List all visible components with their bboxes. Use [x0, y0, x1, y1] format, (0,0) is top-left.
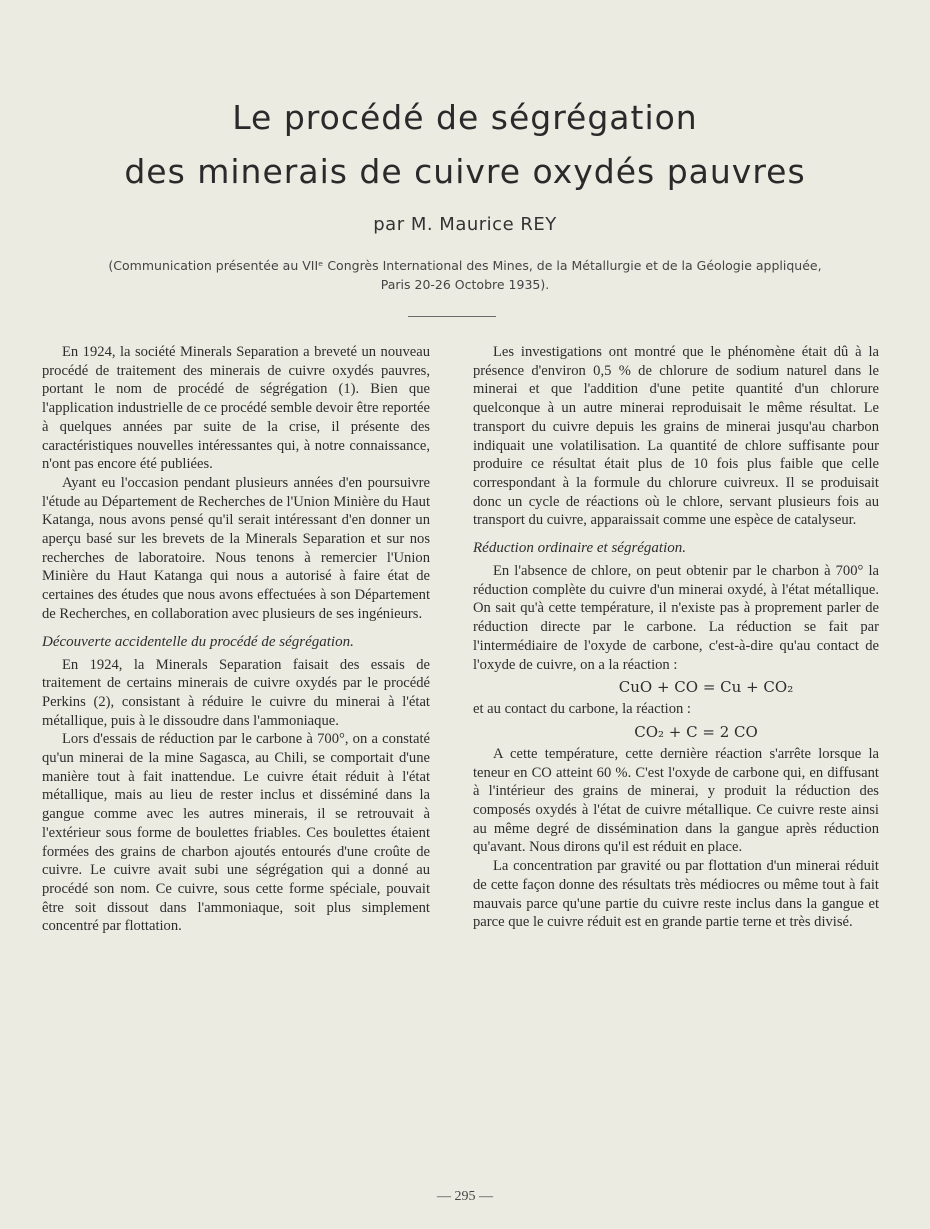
paragraph: En 1924, la Minerals Separation faisait des essais de traitement de certains minerais de cuivre oxydés par le procédé Perkins (2), consistant à réduire le cuivre du minerai à l'état métallique, puis à le dissoudre dans l'ammoniaque. — [42, 656, 430, 729]
author: par M. Maurice REY — [373, 214, 557, 235]
paragraph: Lors d'essais de réduction par le carbone à 700°, on a constaté qu'un minerai de la mine Sagasca, au Chili, se comportait d'une manière tout à fait inattendue. Le cuivre était réduit à l'état métallique, mais au lieu de rester inclus et disséminé dans la gangue comme avec les autres minerais, il se retrouvait à l'extérieur sous forme de boulettes friables. Ces boulettes étaient formées des grains de charbon ajoutés entourés d'une croûte de cuivre. Le cuivre avait subi une ségrégation qui a donné au procédé son nom. Ce cuivre, sous cette forme spéciale, pouvait être soit dissout dans l'ammoniaque, soit plus simplement concentré par flottation. — [42, 731, 430, 935]
right-column — [473, 343, 879, 932]
paragraph: Ayant eu l'occasion pendant plusieurs années d'en poursuivre l'étude au Département de Recherches de l'Union Minière du Haut Katanga, nous avons pensé qu'il serait intéressant d'en donner un aperçu basé sur les brevets de la Minerals Separation et sur nos recherches de laboratoire. Nous tenons à remercier l'Union Minière du Haut Katanga qui nous a autorisé à faire état de certaines des études que nous avons effectuées à son Département de Recherches, en collaboration avec plusieurs de ses ingénieurs. — [42, 474, 430, 622]
left-column — [42, 343, 430, 936]
paragraph: En 1924, la société Minerals Separation a breveté un nouveau procédé de traitement des minerais de cuivre oxydés pauvres, portant le nom de procédé de ségrégation (1). Bien que l'application industrielle de ce procédé semble devoir être reportée à quelques années par suite de la crise, il présente des caractéristiques nouvelles intéressantes qui, à notre connaissance, n'ont pas encore été publiées. — [42, 344, 430, 473]
paragraph: A cette température, cette dernière réaction s'arrête lorsque la teneur en CO atteint 60 %. C'est l'oxyde de carbone qui, en diffusant à l'intérieur des grains de minerai, y produit la réduction des composés oxydés à l'état de cuivre métallique. Ce cuivre reste ainsi au même degré de dissémination dans la gangue après réduction qu'avant. Nous dirons qu'il est réduit en place. — [473, 745, 879, 856]
title-line-2: des minerais de cuivre oxydés pauvres — [124, 152, 806, 191]
communication-line-2: Paris 20-26 Octobre 1935). — [380, 277, 550, 292]
title-line-1: Le procédé de ségrégation — [232, 98, 698, 137]
page-number: — 295 — — [437, 1189, 493, 1204]
communication-line-1: (Communication présentée au VIIᵉ Congrès International des Mines, de la Métallurgie et de la Géologie appliquée, — [108, 258, 822, 273]
formula-reduction: CuO + CO = Cu + CO₂ — [618, 678, 794, 697]
section-heading: Réduction ordinaire et ségrégation. — [473, 540, 687, 557]
formula-boudouard: CO₂ + C = 2 CO — [634, 722, 758, 741]
paragraph: Les investigations ont montré que le phénomène était dû à la présence d'environ 0,5 % de chlorure de sodium naturel dans le minerai et que l'addition d'une petite quantité d'un chlorure quelconque à un autre minerai reproduisait le même résultat. Le transport du cuivre depuis les grains de minerai jusqu'au charbon indiquait une volatilisation. La quantité de chlore suffisante pour produire ce résultat était plus de 10 fois plus faible que celle correspondant à la formule du chlorure cuivreux. Il se produisait donc un cycle de réactions où le chlore, servant plusieurs fois au transport du cuivre, apparaissait comme une espèce de catalyseur. — [473, 344, 879, 529]
paragraph: et au contact du carbone, la réaction : — [473, 701, 691, 718]
paragraph: En l'absence de chlore, on peut obtenir par le charbon à 700° la réduction complète du cuivre d'un minerai oxydé, à l'état métallique. On sait qu'à cette température, il n'existe pas à proprement parler de réduction directe par le carbone. La réduction se fait par l'intermédiaire de l'oxyde de carbone, c'est-à-dire qu'au contact de l'oxyde de cuivre, on a la réaction : — [473, 563, 879, 673]
communication-note — [40, 256, 890, 294]
section-divider — [408, 316, 496, 317]
paragraph: La concentration par gravité ou par flottation d'un minerai réduit de cette façon donne des résultats très médiocres ou même tout à fait mauvais parce qu'une partie du cuivre reste inclus dans la gangue et parce que le cuivre réduit est en grande partie terne et très divisé. — [473, 858, 879, 931]
section-heading: Découverte accidentelle du procédé de ségrégation. — [42, 633, 354, 650]
